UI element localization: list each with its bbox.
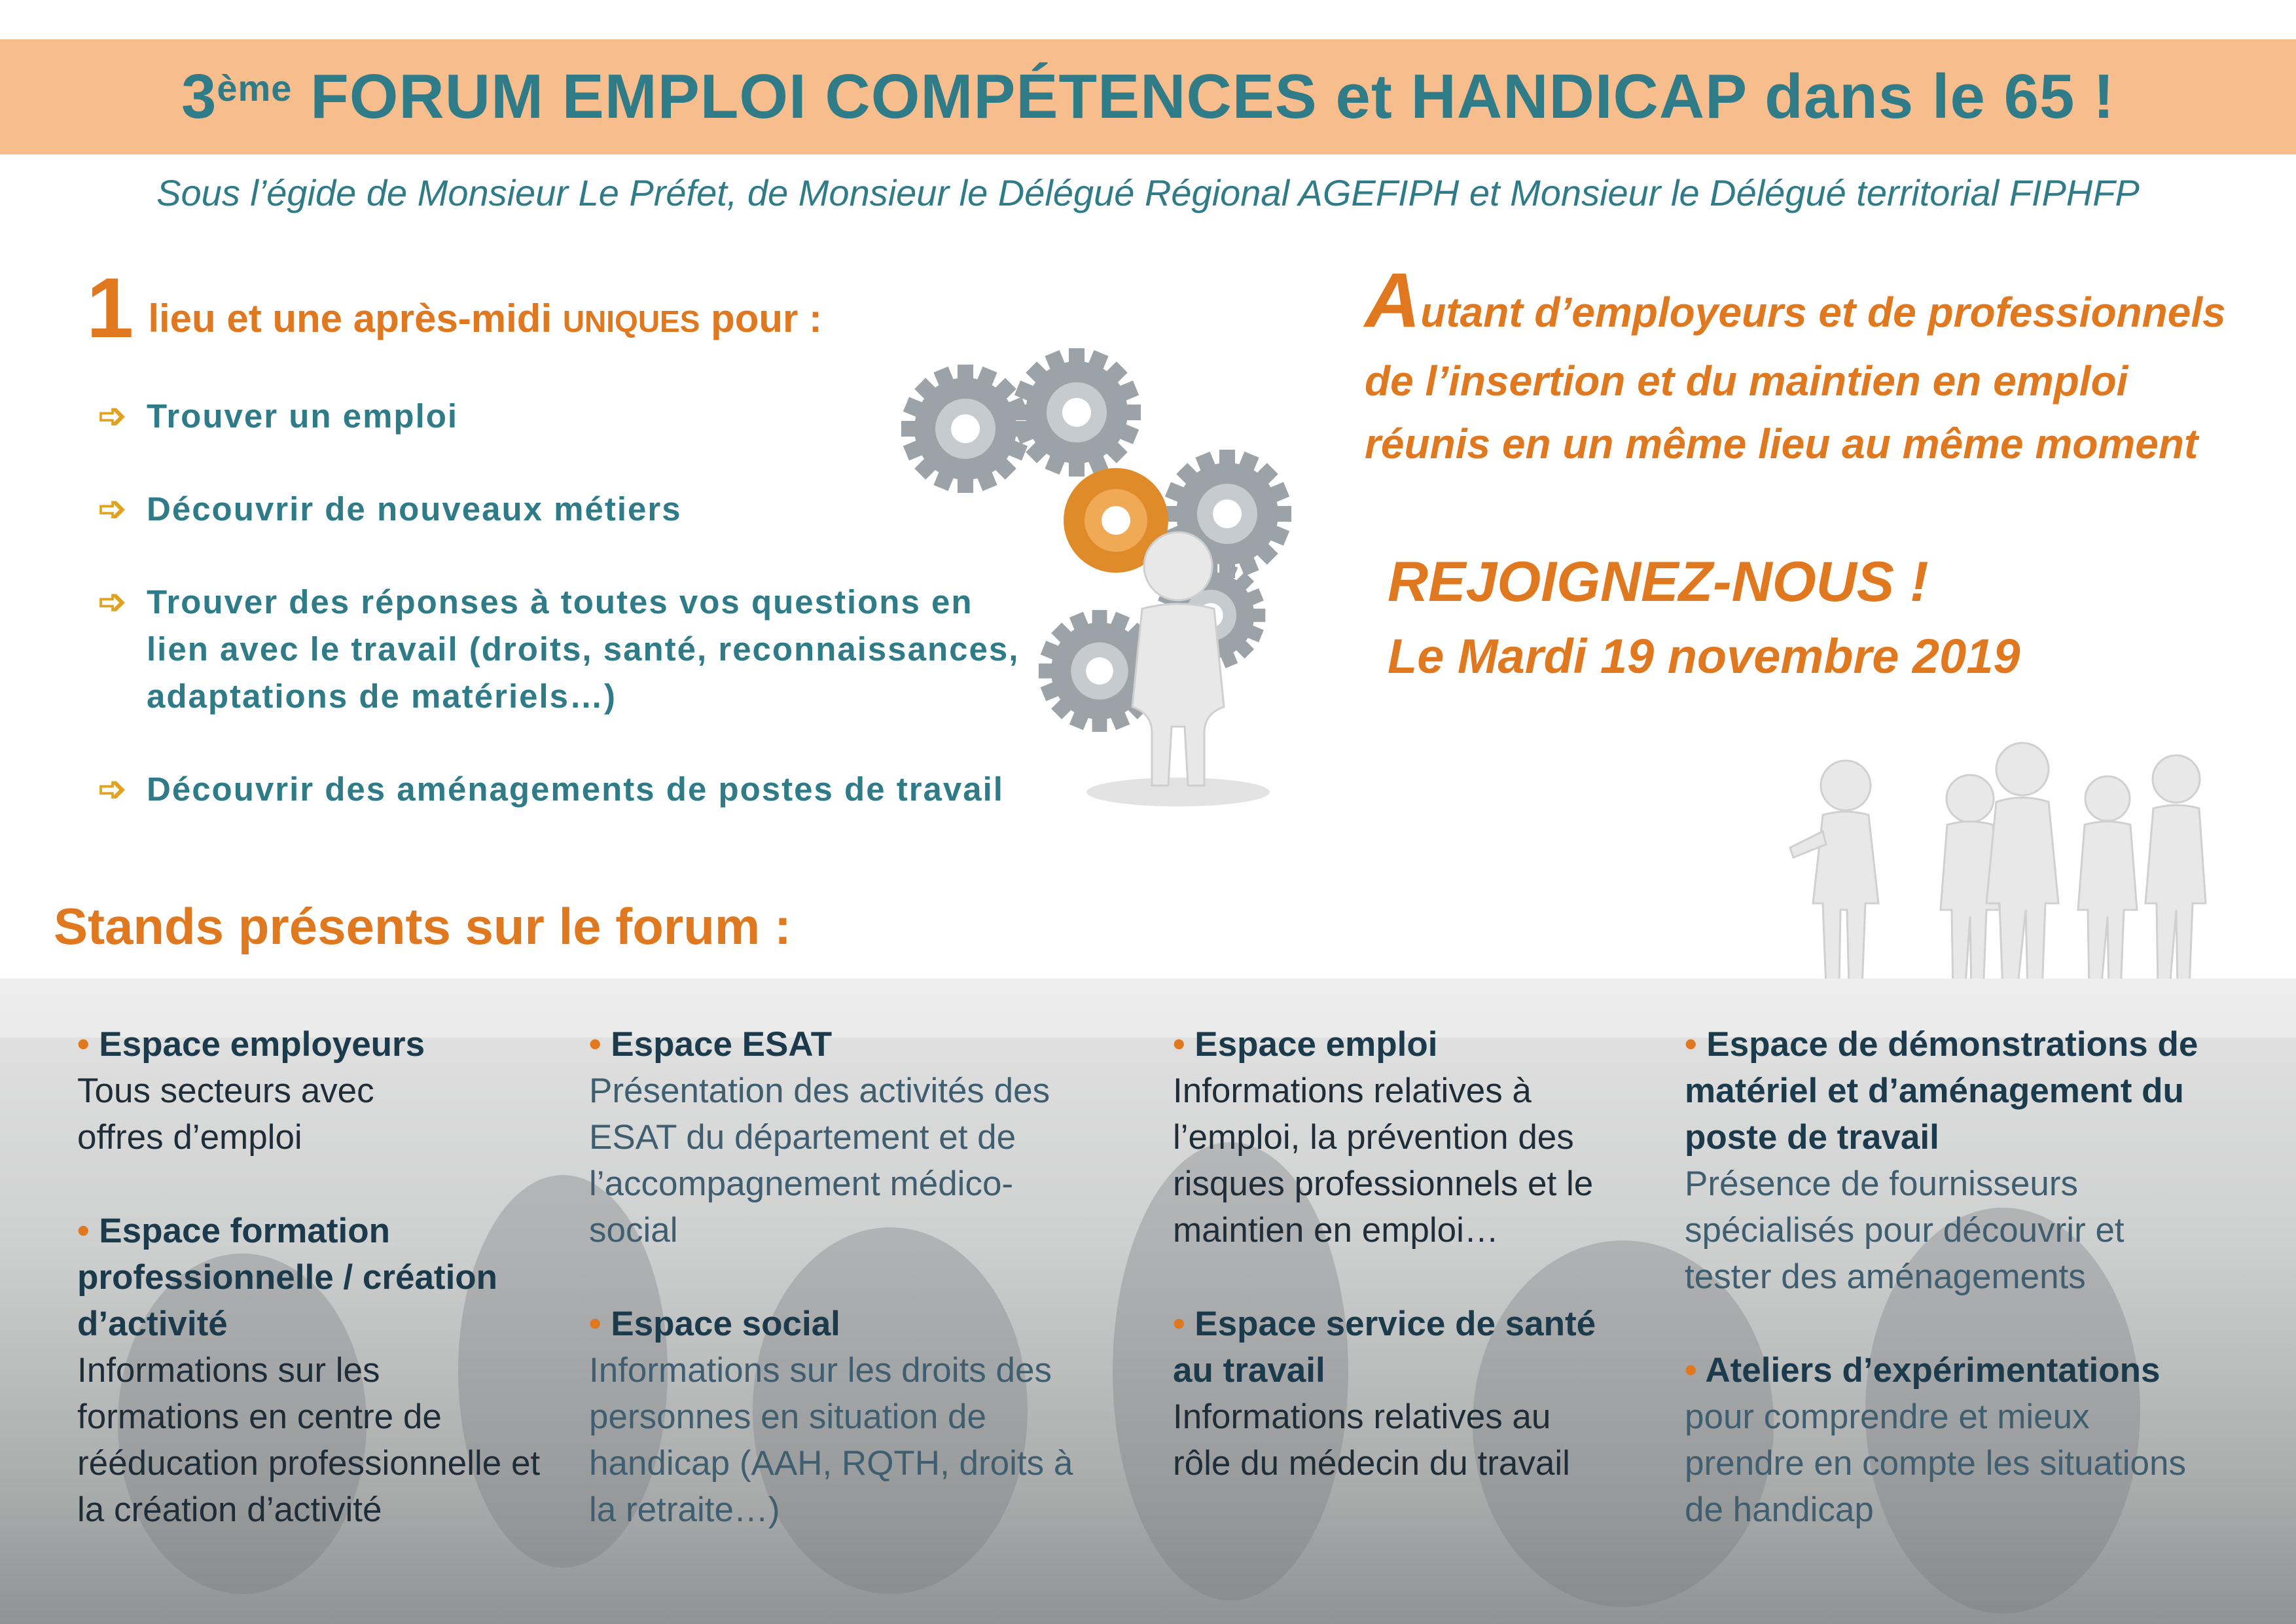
stand-item: • Espace de démonstrations de matériel et d’aménagement du poste de travail Présence de fournisseurs spécialisés pour découvrir et tester des aménagements	[1685, 1021, 2221, 1300]
list-item	[98, 486, 1034, 533]
stand-description: Informations relatives à l’emploi, la prévention des risques professionnels et le maintien en emploi…	[1173, 1072, 1594, 1250]
list-item-text: Trouver des réponses à toutes vos questions en lien avec le travail (droits, santé, reconnaissances, adaptations de matériels…)	[147, 583, 1020, 715]
event-date: Le Mardi 19 novembre 2019	[1388, 629, 2020, 683]
stands-column-2	[589, 1021, 1086, 1580]
tagline	[1365, 257, 2281, 475]
arrow-icon: ➩	[98, 770, 128, 808]
gear-icon	[1013, 348, 1141, 477]
list-item	[98, 766, 1034, 813]
stands-column-3	[1173, 1021, 1670, 1534]
stand-item: • Espace service de santé au travail Informations relatives au rôle du médecin du travail	[1173, 1301, 1670, 1487]
list-item-text: Découvrir de nouveaux métiers	[147, 490, 682, 528]
call-to-action: REJOIGNEZ-NOUS !	[1388, 550, 1929, 613]
gears-figure-illustration	[897, 340, 1302, 812]
stand-title: Espace emploi	[1194, 1025, 1438, 1064]
list-item	[98, 393, 1034, 440]
title-superscript: ème	[217, 67, 293, 109]
stand-description: Tous secteurs avec offres d’emploi	[77, 1072, 374, 1157]
stand-title: Espace employeurs	[99, 1025, 425, 1064]
stands-column-4	[1685, 1021, 2221, 1580]
tagline-cap: A	[1365, 257, 1421, 344]
lead-text-b: UNIQUES	[562, 304, 700, 338]
stand-item: • Espace social Informations sur les droits des personnes en situation de handicap (AAH, RQTH, droits à la retraite…)	[589, 1301, 1086, 1533]
tagline-line1: utant d’employeurs et de professionnels	[1420, 289, 2226, 336]
stand-title: Espace ESAT	[611, 1025, 833, 1064]
gear-icon	[901, 365, 1030, 493]
stand-title: Espace de démonstrations de matériel et d’aménagement du poste de travail	[1685, 1025, 2198, 1157]
stand-title: Espace service de santé au travail	[1173, 1305, 1596, 1390]
title-banner	[0, 39, 2296, 154]
arrow-icon: ➩	[98, 490, 128, 528]
list-item	[98, 579, 1034, 720]
tagline-line3: réunis en un même lieu au même moment	[1365, 420, 2198, 467]
stand-item: • Espace ESAT Présentation des activités des ESAT du département et de l’accompagnement médico-social	[589, 1021, 1086, 1254]
tagline-line2: de l’insertion et du maintien en emploi	[1365, 357, 2128, 405]
stand-item: • Espace emploi Informations relatives à l’emploi, la prévention des risques professionnels et le maintien en emploi…	[1173, 1021, 1670, 1254]
stand-description: Informations sur les formations en centre de rééducation professionnelle et la création d’activité	[77, 1351, 541, 1529]
benefits-list	[98, 393, 1034, 859]
lead-text-c: pour :	[711, 297, 823, 340]
arrow-icon: ➩	[98, 397, 128, 435]
stand-description: Présence de fournisseurs spécialisés pour découvrir et tester des aménagements	[1685, 1164, 2125, 1296]
stand-title: Espace social	[611, 1305, 840, 1343]
stand-title: Ateliers d’expérimentations	[1705, 1351, 2161, 1390]
stand-description: pour comprendre et mieux prendre en compte les situations de handicap	[1685, 1398, 2186, 1529]
list-item-text: Trouver un emploi	[147, 397, 459, 435]
list-item-text: Découvrir des aménagements de postes de travail	[147, 770, 1004, 808]
stand-item: • Espace employeurs Tous secteurs avec offres d’emploi	[77, 1021, 575, 1161]
arrow-icon: ➩	[98, 583, 128, 621]
stands-column-1	[77, 1021, 575, 1580]
stand-title: Espace formation professionnelle / création d’activité	[77, 1212, 498, 1343]
stand-item: • Espace formation professionnelle / création d’activité Informations sur les formations en centre de rééducation professionnelle et la création d’activité	[77, 1208, 575, 1533]
lead-heading	[86, 259, 822, 357]
stand-description: Informations sur les droits des personnes en situation de handicap (AAH, RQTH, droits à la retraite…)	[589, 1351, 1073, 1529]
lead-text-a: lieu et une après-midi	[148, 297, 552, 340]
stand-item: • Ateliers d’expérimentations pour comprendre et mieux prendre en compte les situations de handicap	[1685, 1347, 2221, 1533]
people-group-illustration	[1787, 740, 2232, 1015]
page-title: FORUM EMPLOI COMPÉTENCES et HANDICAP dans le 65 !	[310, 62, 2115, 132]
lead-number: 1	[86, 260, 134, 355]
patronage-subtitle: Sous l’égide de Monsieur Le Préfet, de Monsieur le Délégué Régional AGEFIPH et Monsieur le Délégué territorial FIPHFP	[156, 172, 2140, 213]
stands-heading: Stands présents sur le forum :	[54, 897, 791, 955]
stand-description: Informations relatives au rôle du médecin du travail	[1173, 1398, 1570, 1483]
title-number: 3	[181, 62, 217, 132]
stand-description: Présentation des activités des ESAT du département et de l’accompagnement médico-social	[589, 1072, 1050, 1250]
